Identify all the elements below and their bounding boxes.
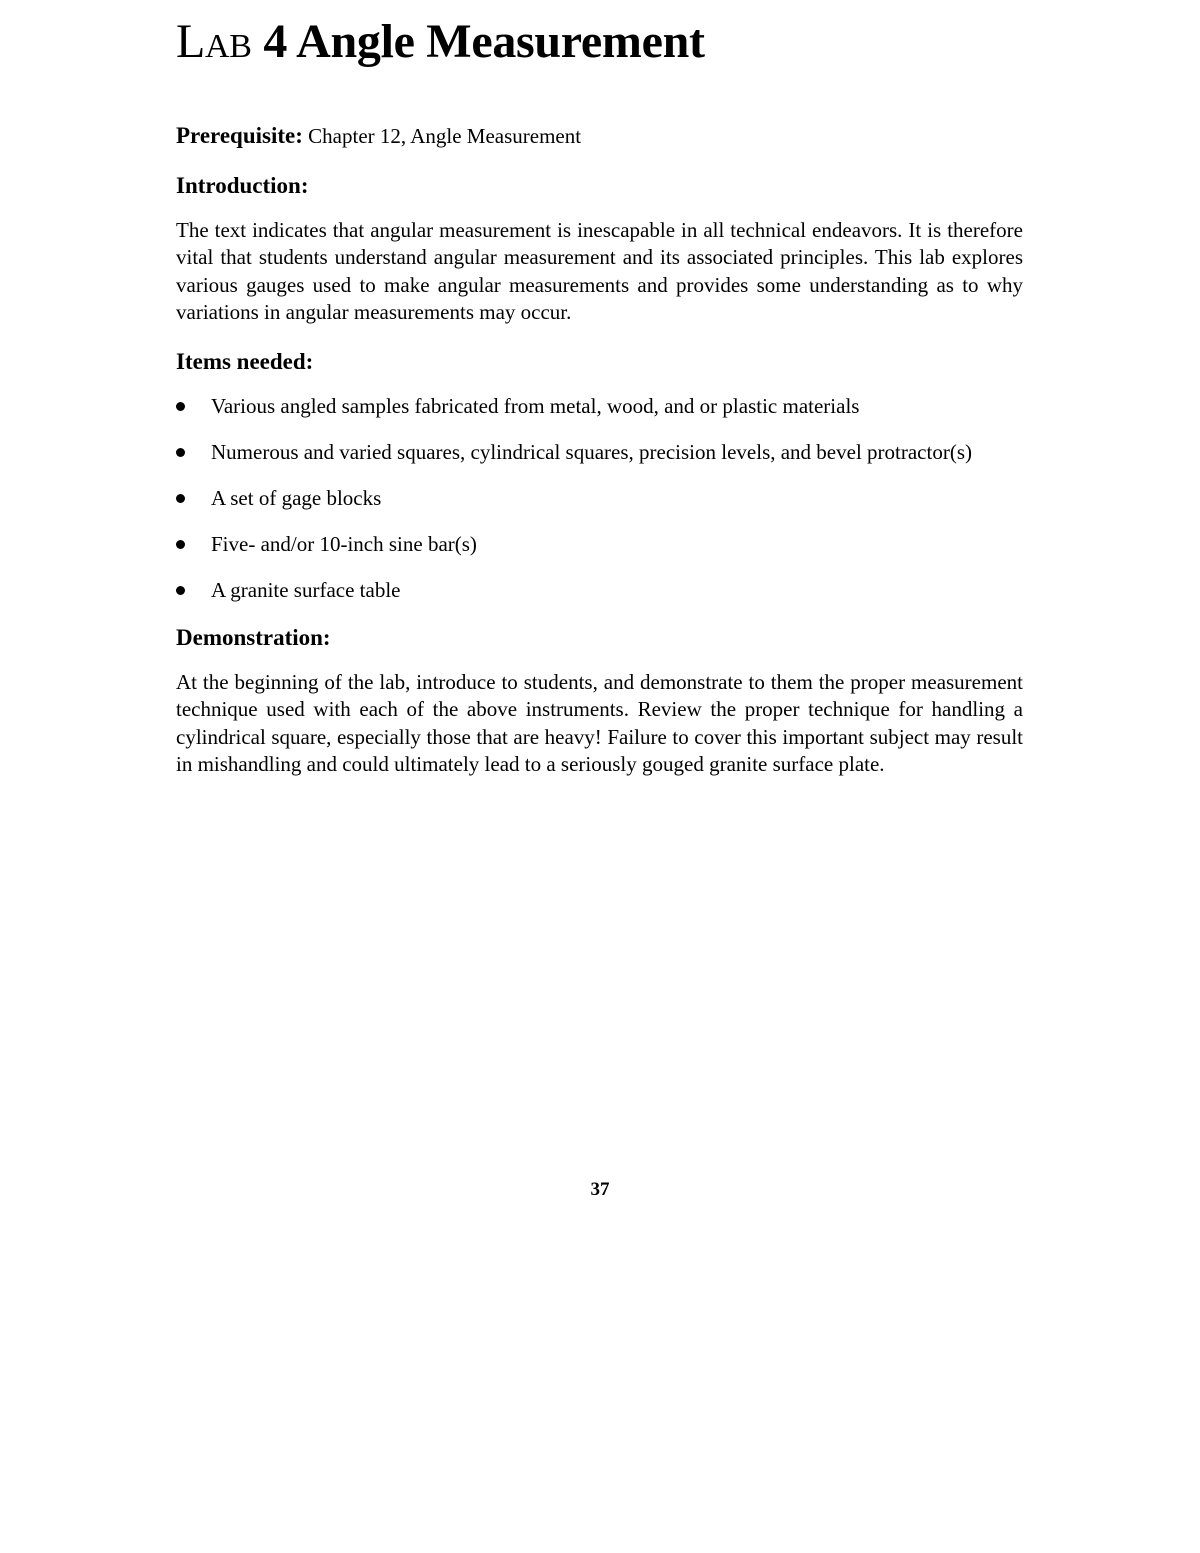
page-number: 37	[590, 1179, 610, 1200]
list-item-text: Five- and/or 10-inch sine bar(s)	[211, 532, 477, 557]
introduction-text: The text indicates that angular measurement is inescapable in all technical endeavors. It is therefore vital that students understand angular measurement and its associated principles. This lab explores various gauges used to make angular measurements and provides some understanding as to why variations in angular measurements may occur.	[176, 218, 1023, 324]
list-item	[176, 577, 1023, 604]
items-needed-heading: Items needed:	[176, 349, 314, 375]
demonstration-heading: Demonstration:	[176, 625, 331, 651]
title-lab-word: Lab	[176, 15, 252, 68]
title-text: 4 Angle Measurement	[251, 15, 705, 68]
items-needed-list	[176, 393, 1023, 604]
bullet-icon	[176, 494, 185, 503]
bullet-icon	[176, 586, 185, 595]
prerequisite-label: Prerequisite:	[176, 123, 303, 148]
list-item	[176, 531, 1023, 558]
list-item	[176, 393, 1023, 420]
prerequisite-value: Chapter 12, Angle Measurement	[302, 124, 582, 148]
page-title	[176, 14, 1023, 70]
list-item-text: Various angled samples fabricated from metal, wood, and or plastic materials	[211, 394, 860, 419]
list-item-text: A set of gage blocks	[211, 486, 382, 511]
bullet-icon	[176, 540, 185, 549]
introduction-heading: Introduction:	[176, 173, 309, 198]
page-content	[176, 0, 1023, 778]
prerequisite-line	[176, 122, 1023, 150]
list-item-text: A granite surface table	[211, 578, 401, 603]
bullet-icon	[176, 402, 185, 411]
list-item-text: Numerous and varied squares, cylindrical squares, precision levels, and bevel protractor(s)	[211, 440, 972, 465]
list-item	[176, 485, 1023, 512]
bullet-icon	[176, 448, 185, 457]
demonstration-text: At the beginning of the lab, introduce to students, and demonstrate to them the proper measurement technique used with each of the above instruments. Review the proper technique for handling a cylindrical square, especially those that are heavy! Failure to cover this important subject may result in mishandling and could ultimately lead to a seriously gouged granite surface plate.	[176, 670, 1023, 777]
list-item	[176, 439, 1023, 466]
